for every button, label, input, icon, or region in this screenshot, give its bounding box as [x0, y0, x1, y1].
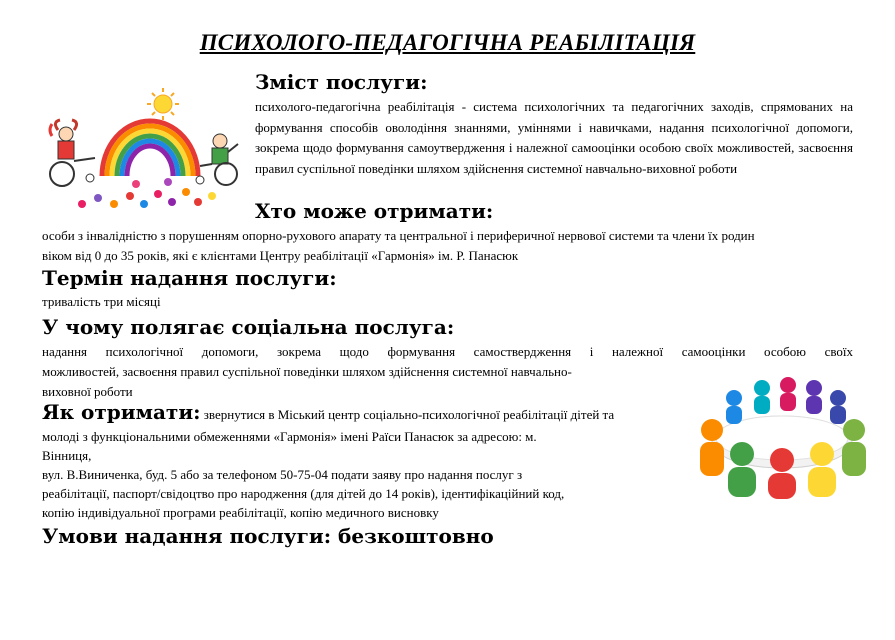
- section-text-how-line4: вул. В.Виниченка, буд. 5 або за телефоном 50-75-04 подати заяву про надання послуг з: [42, 467, 523, 482]
- section-text-how-line3: Вінниця,: [42, 448, 92, 463]
- section-text-content: психолого-педагогічна реабілітація - система психологічних та педагогічних заходів, спрямованих на формування способів оволодіння знаннями, уміннями і навичками, надання психологічної допомоги, зокрема щодо формування самоутвердження і належної самооцінки особою своїх можливостей, засвоєння правил суспільної поведінки шляхом здійснення системної навчально-виховної роботи: [255, 99, 853, 176]
- people-table-illustration: [682, 360, 882, 500]
- section-how: [42, 400, 614, 424]
- section-heading-essence: У чому полягає соціальна послуга:: [42, 315, 455, 339]
- section-text-essence-line2: можливостей, засвоєння правил суспільної поведінки шляхом здійснення системної навчально-: [42, 364, 572, 379]
- section-heading-conditions: Умови надання послуги: безкоштовно: [42, 524, 494, 548]
- section-text-essence-line1: надання психологічної допомоги, зокрема щодо формування самоствердження і належної самооцінки особою своїх: [42, 344, 853, 359]
- child-wheelchair-right: [196, 134, 238, 185]
- page-title: ПСИХОЛОГО-ПЕДАГОГІЧНА РЕАБІЛІТАЦІЯ: [199, 30, 696, 55]
- section-text-how-line2: молоді з функціональними обмеженнями «Гармонія» імені Раїси Панасюк за адресою: м.: [42, 429, 537, 444]
- child-wheelchair-left: [50, 120, 95, 186]
- section-heading-how: Як отримати:: [42, 400, 201, 424]
- section-text-term: тривалість три місяці: [42, 294, 161, 309]
- section-text-who-line2: віком від 0 до 35 років, які є клієнтами Центру реабілітації «Гармонія» ім. Р. Панасюк: [42, 248, 519, 263]
- section-text-how-line6: копію індивідуальної програми реабілітації, копію медичного висновку: [42, 505, 439, 520]
- section-text-how-line1: звернутися в Міський центр соціально-психологічної реабілітації дітей та: [200, 407, 615, 422]
- flowers-decoration: [78, 178, 216, 208]
- section-heading-term: Термін надання послуги:: [42, 266, 337, 290]
- section-heading-content: Зміст послуги:: [255, 70, 428, 94]
- section-text-how-line5: реабілітації, паспорт/свідоцтво про народження (для дітей до 14 років), ідентифікаційний код,: [42, 486, 565, 501]
- section-heading-who: Хто може отримати:: [255, 199, 494, 223]
- section-text-essence-line3: виховної роботи: [42, 384, 133, 399]
- rainbow-children-illustration: [40, 86, 245, 216]
- section-text-who-line1: особи з інвалідністю з порушенням опорно-рухового апарату та центральної і периферичної нервової системи та члени їх родин: [42, 228, 755, 243]
- sun-icon: [147, 88, 179, 120]
